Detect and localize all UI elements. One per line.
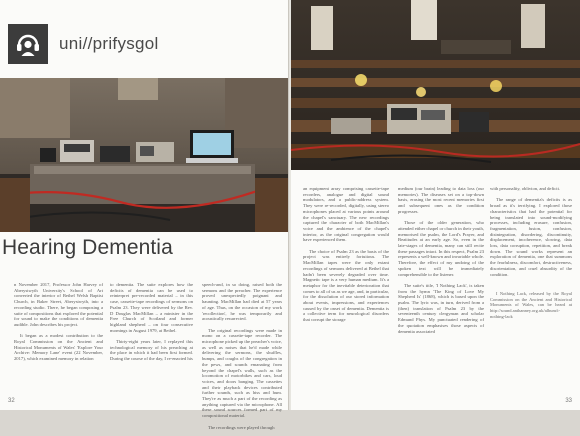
paragraph: The suite's title, 'I Nothing Lack', is taken from the hymn 'The King of Love My Shepherd Is' (1868), which is based upon the psalm. The lyric was, in turn, derived from a (then) translation of Psalm 23 by the seventeenth century clergyman and scholar Edmund Phys. My punctuated rendering of the quotation emphasises those aspects of dementia associated	[398, 282, 484, 334]
chapel-photo	[291, 0, 580, 170]
paragraph: The choice of Psalm 23 as the basis of the project was entirely fortuitous. The MacMillan tapes were the only extant recordings of sermons delivered at Bethel that hadn't been severely degraded over time. Magnetic tape is a very human medium. It's a metaphor for the inevitable deterioration that comes to all of us as we age, and, in particular, for the dissolution of our stored information about events, impressions, and experiences caused by the onset of dementia. Dementia is a collective term for neurological disorders that corrupt the storage	[303, 248, 389, 323]
paragraph: speech-and, in so doing, raised both the sermons and the preacher. The experience proved unexpectedly poignant and haunting. MacMillan had died at 57 years of age. Thus, on the occasion of my work 'recollection', he was temporarily and acoustically resurrected.	[202, 282, 282, 322]
text-column-3	[202, 282, 282, 436]
text-column-1	[14, 282, 103, 368]
text-column-2	[110, 282, 193, 368]
left-page	[0, 0, 289, 430]
page-number: 33	[565, 398, 572, 404]
article-title: Hearing Dementia	[2, 236, 173, 259]
paragraph: n November 2017, Professor John Harvey of Aberystwyth University's School of Art converted the interior of Bethel Welsh Baptist Church, in Baker Street, Aberystwyth, into a recording studio. There, he began composing a suite of compositions that explored the potential for sound to make the conditions of dementia audible. John describes his project.	[14, 282, 103, 327]
paragraph: Those of the older generation, who attended either chapel or church in their youth, memorised the psalm, the Lord's Prayer, and Beatitudes at an early age. So, even in the late-stages of dementia, many can still recite these passages intact. In this respect, Psalm 23 represents a well-known and invariable whole. Therefore, the effect of my undoing of the spoken text will be immediately comprehensible to the listener.	[398, 220, 484, 277]
text-column-4	[303, 186, 389, 329]
text-column-6	[490, 186, 572, 325]
brand-header	[8, 24, 159, 64]
person-headphones-icon	[8, 24, 48, 64]
page-number: 32	[8, 398, 15, 404]
paragraph: an equipment array comprising cassette-tape recorders, analogue and digital sound modulators, and a public-address system. They were re-recorded, digitally, using stereo microphones placed at various points around the chapel's sanctuary. The new recordings captured the character of both MacMillan's voice and the ambience of the chapel's interior, as the original congregation would have experienced them.	[303, 186, 389, 243]
paragraph: It began as a modest contribution to the Royal Commission on the Ancient and Historical Monuments of Wales' 'Explore Your Archive: Memory Lane' event (22 November, 2017), which examined memory in relation	[14, 333, 103, 362]
paragraph: to dementia. The suite explores how the deficits of dementia can be used to reinterpret pre-recorded material – in this case, cassette-tape recordings of sermons on Psalm 23. They were delivered by the Rev. D Douglas MacMillan – a minister in the Free Church of Scotland and former highland shepherd – on four consecutive mornings in August 1979, at Bethel.	[110, 282, 193, 333]
paragraph: The original recordings were made in mono on a cassette-tape recorder. The microphone picked up the preacher's voice, as well as noises that he'd made while delivering the sermons, the shuffles, bumps, and coughs of the congregation in the pews, and sounds emanating from beyond the chapel's walls, such as the locomotion of motorbikes and cars, loud voices, and doors banging. The cassettes and their playback devices contributed further sounds, such as hiss and hum. They're as much a part of the recording as anything captured via the microphone. All these sound sources formed part of my compositional material.	[202, 327, 282, 419]
footnote: I Nothing Lack, released by the Royal Commission on the Ancient and Historical Monuments of Wales, can be heard at http://sound.anthanney.org.uk/album/i-nothing-lack	[490, 291, 572, 319]
paragraph: medium (our brain) leading to data loss (our memories). The diseases set on a top-down basis, erasing the most recent memories first and subsequent ones as the condition progresses.	[398, 186, 484, 214]
paragraph: The range of dementia's deficits is as broad as it's terrifying. I explored those characteristics that had the potential for being translated into sound-modifying processes, including erasure, confusion, fragmentation, fusion, confusion, disintegration, disordering, discontinuity, displacement, incoherence, slowing, data loss, data corruption, repetition, and break down. The sound works represent an exploration of dementia, one that summons the fearfulness, discomfort, destructiveness, disorientation, and cruel absurdity of the condition.	[490, 197, 572, 277]
paragraph: The recordings were played through	[208, 424, 275, 430]
paragraph: with personality, oblivion, and deficit.	[490, 186, 560, 191]
brand-name: uni//prifysgol	[59, 34, 159, 53]
paragraph: Thirty-eight years later, I replayed this technological memory of his preaching at the place in which it had been first formed. During the course of the day, I re-enacted his	[110, 339, 193, 362]
text-column-5	[398, 186, 484, 340]
right-page	[291, 0, 580, 410]
studio-photo	[0, 78, 289, 232]
